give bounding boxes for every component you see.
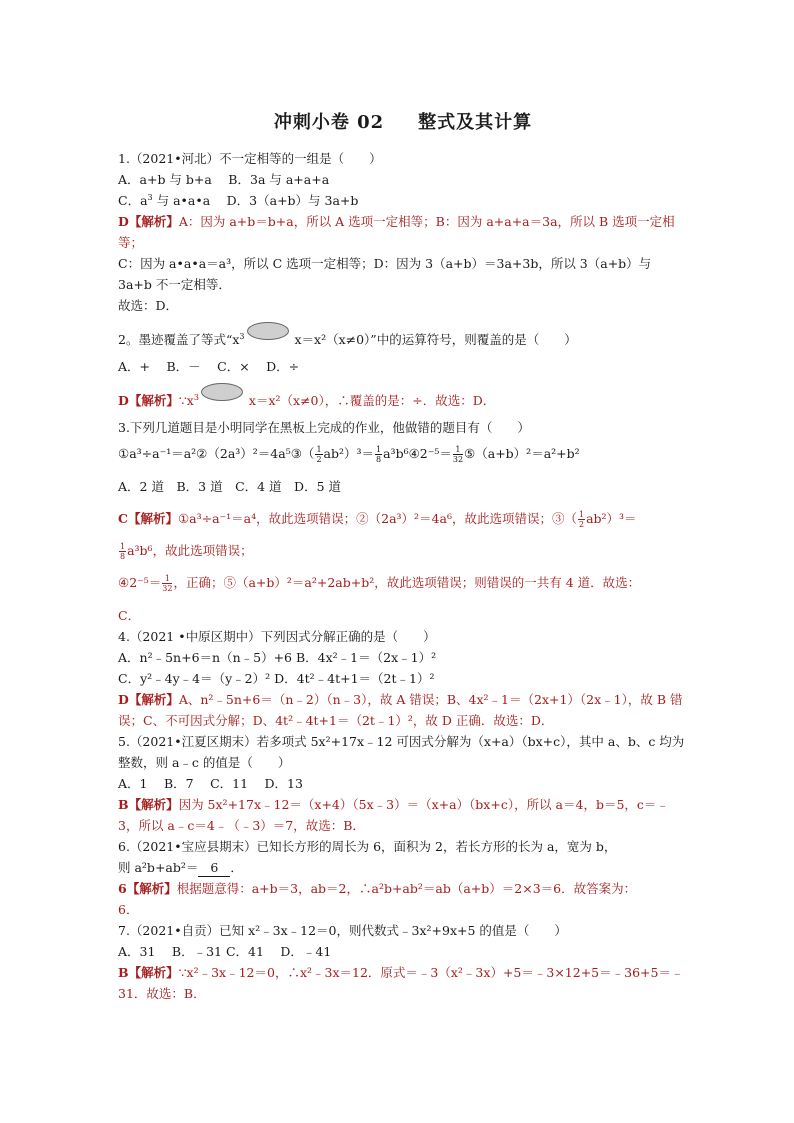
answer-blank: 6: [198, 860, 230, 877]
answer-label: D【解析】: [118, 393, 179, 408]
q7-answer: B【解析】∵x²﹣3x﹣12＝0，∴x²﹣3x＝12．原式＝﹣3（x²﹣3x）+5＝﹣3×12+5＝﹣36+5＝﹣31．故选：B．: [118, 965, 684, 1001]
question-1: [118, 148, 688, 316]
q6-answer: 6【解析】根据题意得：a+b＝3，ab＝2，∴a²b+ab²＝ab（a+b）＝2×3＝6．故答案为：: [118, 881, 637, 896]
q1-stem: 1.（2021•河北）不一定相等的一组是（ ）: [118, 151, 382, 166]
answer-label: D【解析】: [118, 214, 179, 229]
question-3: [118, 417, 688, 626]
page-title: [118, 108, 688, 134]
answer-label: D【解析】: [118, 692, 179, 707]
answer-label: B【解析】: [118, 797, 179, 812]
q3-items: ①a³÷a⁻¹＝a²②（2a³）²＝4a⁵③（ $\frac{1}{2}$ ab²）³＝ $\frac{1}{8}$ a³b⁶④2⁻⁵＝ $\frac{1}{32}$ ⑤（a+b）²＝a²+b²: [118, 445, 580, 464]
q2-stem: 2。墨迹覆盖了等式“$x^3$ x＝x²（x≠0）”中的运算符号，则覆盖的是（ ）: [118, 322, 688, 350]
worksheet-page: [118, 100, 688, 1004]
title-left: 冲刺小卷 02: [273, 112, 385, 133]
q6-answer-end: 6．: [118, 902, 139, 917]
q5-answer: B【解析】因为 5x²+17x﹣12＝（x+4）（5x﹣3）＝（x+a）（bx+c），所以 a＝4，b＝5，c＝﹣3，所以 a﹣c＝4﹣（﹣3）＝7，故选：B．: [118, 797, 669, 833]
question-4: [118, 626, 688, 731]
question-2: [118, 322, 688, 411]
q1-options-ab: A．a+b 与 b+a B．3a 与 a+a+a: [118, 172, 330, 187]
q4-options-ab: A．n²﹣5n+6＝n（n﹣5）+6 B．4x²﹣1＝（2x﹣1）²: [118, 650, 437, 665]
title-right: 整式及其计算: [418, 112, 533, 133]
q1-options-cd: C．$a^3$ 与 a•a•a D．3（a+b）与 3a+b: [118, 192, 359, 208]
answer-label: B【解析】: [118, 965, 179, 980]
q3-answer-cont2: ④2⁻⁵＝ $\frac{1}{32}$ ，正确；⑤（a+b）²＝a²+2ab+b²，故此选项错误；则错误的一共有 4 道．故选：: [118, 574, 641, 593]
question-5: [118, 731, 688, 836]
q4-stem: 4.（2021 •中原区期中）下列因式分解正确的是（ ）: [118, 629, 436, 644]
q3-answer-cont: $\frac{1}{8}$ a³b⁶，故此选项错误；: [120, 542, 253, 561]
ink-blot-icon: [247, 322, 289, 340]
q5-stem: 5.（2021•江夏区期末）若多项式 5x²+17x﹣12 可因式分解为（x+a）（bx+c），其中 a、b、c 均为整数，则 a﹣c 的值是（ ）: [118, 734, 685, 770]
q4-options-cd: C．y²﹣4y﹣4＝（y﹣2）² D．4t²﹣4t+1＝（2t﹣1）²: [118, 671, 435, 686]
q1-answer-end: 故选：D．: [118, 298, 179, 313]
q2-options: A．+ B．－ C．× D．÷: [118, 359, 300, 374]
q6-stem-cont: 则 a²b+ab²＝ 6 ．: [118, 860, 243, 875]
q6-stem: 6.（2021•宝应县期末）已知长方形的周长为 6，面积为 2，若长方形的长为 a，宽为 b，: [118, 839, 617, 854]
q3-stem: 3.下列几道题目是小明同学在黑板上完成的作业，他做错的题目有（ ）: [118, 420, 530, 435]
answer-label: 6【解析】: [118, 881, 177, 896]
question-7: [118, 920, 688, 1004]
ink-blot-icon: [201, 383, 243, 401]
q4-answer: D【解析】A、n²﹣5n+6＝（n﹣2）（n﹣3），故 A 错误；B、4x²﹣1＝（2x+1）（2x﹣1），故 B 错误；C、不可因式分解；D、4t²﹣4t+1＝（2t﹣1）²，故 D 正确．故选：D．: [118, 692, 683, 728]
q2-answer: D【解析】$\because x^3$ x＝x²（x≠0），∴覆盖的是：÷．故选：D．: [118, 383, 688, 411]
answer-label: C【解析】: [118, 511, 178, 526]
q1-answer-cont: C：因为 a•a•a＝a³，所以 C 选项一定相等；D：因为 3（a+b）＝3a+3b，所以 3（a+b）与 3a+b 不一定相等．: [118, 256, 652, 292]
q7-stem: 7.（2021•自贡）已知 x²﹣3x﹣12＝0，则代数式﹣3x²+9x+5 的值是（ ）: [118, 923, 567, 938]
question-6: [118, 836, 688, 920]
q3-answer-end: C．: [118, 608, 141, 623]
q7-options: A．31 B．﹣31 C．41 D．﹣41: [118, 944, 332, 959]
q3-options: A．2 道 B．3 道 C．4 道 D．5 道: [118, 479, 342, 494]
q1-answer: D【解析】A：因为 a+b＝b+a，所以 A 选项一定相等；B：因为 a+a+a＝3a，所以 B 选项一定相等；: [118, 214, 675, 250]
q5-options: A．1 B．7 C．11 D．13: [118, 776, 303, 791]
q3-answer: C【解析】①a³÷a⁻¹＝a⁴，故此选项错误；②（2a³）²＝4a⁶，故此选项错误；③（ $\frac{1}{2}$ ab²）³＝: [118, 510, 637, 529]
